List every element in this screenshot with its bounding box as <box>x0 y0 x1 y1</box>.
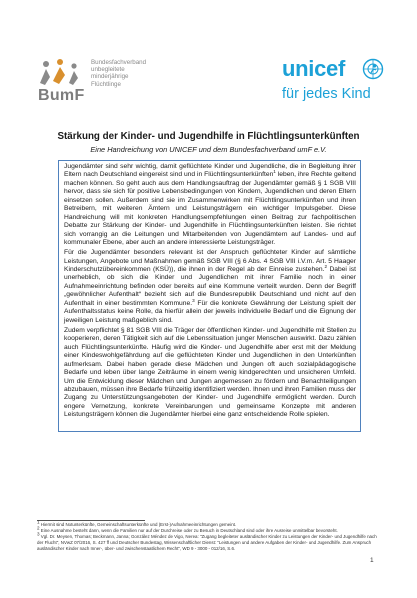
bumf-subtitle <box>91 59 181 88</box>
unicef-emblem-icon <box>362 58 384 80</box>
document-title: Stärkung der Kinder- und Jugendhilfe in Flüchtlingsunterkünften <box>57 131 360 142</box>
footnote-ref[interactable]: 1 <box>273 169 276 175</box>
footnote-number: 2 <box>37 525 40 531</box>
bumf-subtitle-line: unbegleitete <box>91 66 125 74</box>
paragraph-text: Jugendämter sind sehr wichtig, damit geflüchtete Kinder und Jugendliche, die in Begleitung ihrer Eltern nach Deutschland eingereist sind und in Flüchtlingsunterkünften <box>64 163 356 179</box>
paragraph-text: Für die konkrete Gewährung der Leistung spielt der Aufenthaltsstatus keine Rolle, da hierfür allein der jeweils individuelle Bedarf und die Eignung der jeweiligen Leistung maßgeblich sind. <box>64 299 356 324</box>
footnote-text: Eine Ausnahme besteht dann, wenn die Familien nur auf der Durchreise oder zu Besuch in Deutschland sind oder ihre Ausreise unmittelbar bevorsteht. <box>40 527 338 533</box>
paragraph-text: Für die Jugendämter besonders relevant ist der Anspruch geflüchteter Kinder auf sämtliche Leistungen, Angebote und Maßnahmen gemäß SGB VIII (§ 6 Abs. 4 SGB VIII i.V.m. Art. 5 Haager Kinderschutzübereinkommen (KSÜ)), die ihnen in der Regel ab der Einreise zustehen. <box>64 249 356 274</box>
paragraph <box>64 249 356 325</box>
unicef-wordmark: unicef <box>282 56 345 81</box>
paragraph-text: leben, ihre Rechte geltend machen können. So geht auch aus dem Handlungsauftrag der Jugendämter gemäß § 1 SGB VIII hervor, dass sie sich für positive Lebensbedingungen von Kindern, Jugendlichen und deren Eltern einsetzen sollen. Außerdem sind sie im Zusammenwirken mit Flüchtlingsunterkünften und ihren Betreibern, mit weiteren Ämtern und Leistungsträgern ein wichtiger Impulsgeber. Diese Handreichung will mit konkreten Handlungsempfehlungen einen Beitrag zur fachpolitischen Debatte zur Stärkung der Kinder- und Jugendhilfe in Flüchtlingsunterkünften leisten. Sie richtet sich vorrangig an die Leitungen und Mitarbeitenden von Jugendämtern auf Landes- und auf kommunaler Ebene, aber auch an andere interessierte Leistungsträger. <box>64 171 356 247</box>
footnote <box>37 531 383 552</box>
paragraph-text: Dabei ist unerheblich, ob sich die Kinder und Jugendlichen mit ihrer Familie noch in einer Aufnahmeeinrichtung befinden oder bereits auf eine Kommune verteilt wurden. Denn der Begriff „gewöhnlicher Aufenthalt“ bezieht sich auf die Bundesrepublik Deutschland und nicht auf den Aufenthalt in einer bestimmten Kommune. <box>64 266 356 307</box>
paragraph <box>64 327 356 420</box>
page-number: 1 <box>370 557 374 564</box>
footnote-ref[interactable]: 2 <box>324 263 328 269</box>
document-subtitle: Eine Handreichung von UNICEF und dem Bundesfachverband umF e.V. <box>90 145 327 154</box>
bumf-subtitle-line: Bundesfachverband <box>91 59 147 66</box>
footnote-ref[interactable]: 3 <box>192 297 195 303</box>
bumf-logo <box>36 57 176 109</box>
paragraph-text: Zudem verpflichtet § 81 SGB VIII die Träger der öffentlichen Kinder- und Jugendhilfe mit Stellen zu kooperieren, deren Tätigkeit sich auf die Lebenssituation junger Menschen auswirkt. Dazu zählen auch Flüchtlingsunterkünfte. Häufig wird die Kinder- und Jugendhilfe aber erst mit der Meldung einer Kindeswohlgefährdung auf die geflüchteten Kinder und Jugendlichen in den Unterkünften aufmerksam. Dabei haben gerade diese Mädchen und Jungen oft auch sozialpädagogische Bedarfe und leben über lange Zeiträume in einem wenig kindgerechten und unsicheren Umfeld. Um die Entwicklung dieser Mädchen und Jungen angemessen zu fördern und Benachteiligungen abzubauen, müssen ihre Bedarfe frühzeitig identifiziert werden. Ihnen und ihren Familien muss der Zugang zu Unterstützungsangeboten der Kinder- und Jugendhilfe ermöglicht werden. Durch engere Vernetzung, konkrete Vereinbarungen und gemeinsame Konzepte mit anderen Leistungsträgern können die Jugendämter hierbei eine ganz entscheidende Rolle spielen. <box>64 326 356 419</box>
footnotes <box>37 519 383 552</box>
footnote-divider <box>37 520 145 521</box>
footnote-text: Vgl. Dr. Meysen, Thomas; Beckmann, Janna; González Méndez de Vigo, Nerea: "Zugang begleiteter ausländischer Kinder zu Leistungen der Kinder- und Jugendhilfe nach der Flucht", NVwZ 07/2016, S. 427 ff und Deutscher Bundestag, Wissenschaftlicher Dienst: "Leistungen und andere Aufgaben der Kinder- und Jugendhilfe. Zum Anspruch ausländischer Kinder nach Inner-, über- und zwischenstaatlichem Recht", WD 9 - 3000 - 012/16, S.6. <box>37 533 377 551</box>
intro-text-box <box>58 160 361 432</box>
paragraph <box>64 163 356 248</box>
bumf-wordmark: BumF <box>38 87 85 104</box>
footnote-number: 1 <box>37 519 40 525</box>
bumf-subtitle-line: minderjährige <box>91 73 129 81</box>
unicef-logo <box>282 56 394 104</box>
footnote-text: Hiermit sind Notunterkünfte, Gemeinschaftsunterkünfte und (Erst-)Aufnahmeeinrichtungen gemeint. <box>40 522 237 527</box>
unicef-tagline: für jedes Kind <box>282 86 371 102</box>
footnote-number: 3 <box>37 531 40 537</box>
bumf-subtitle-line: Flüchtlinge <box>91 80 121 88</box>
